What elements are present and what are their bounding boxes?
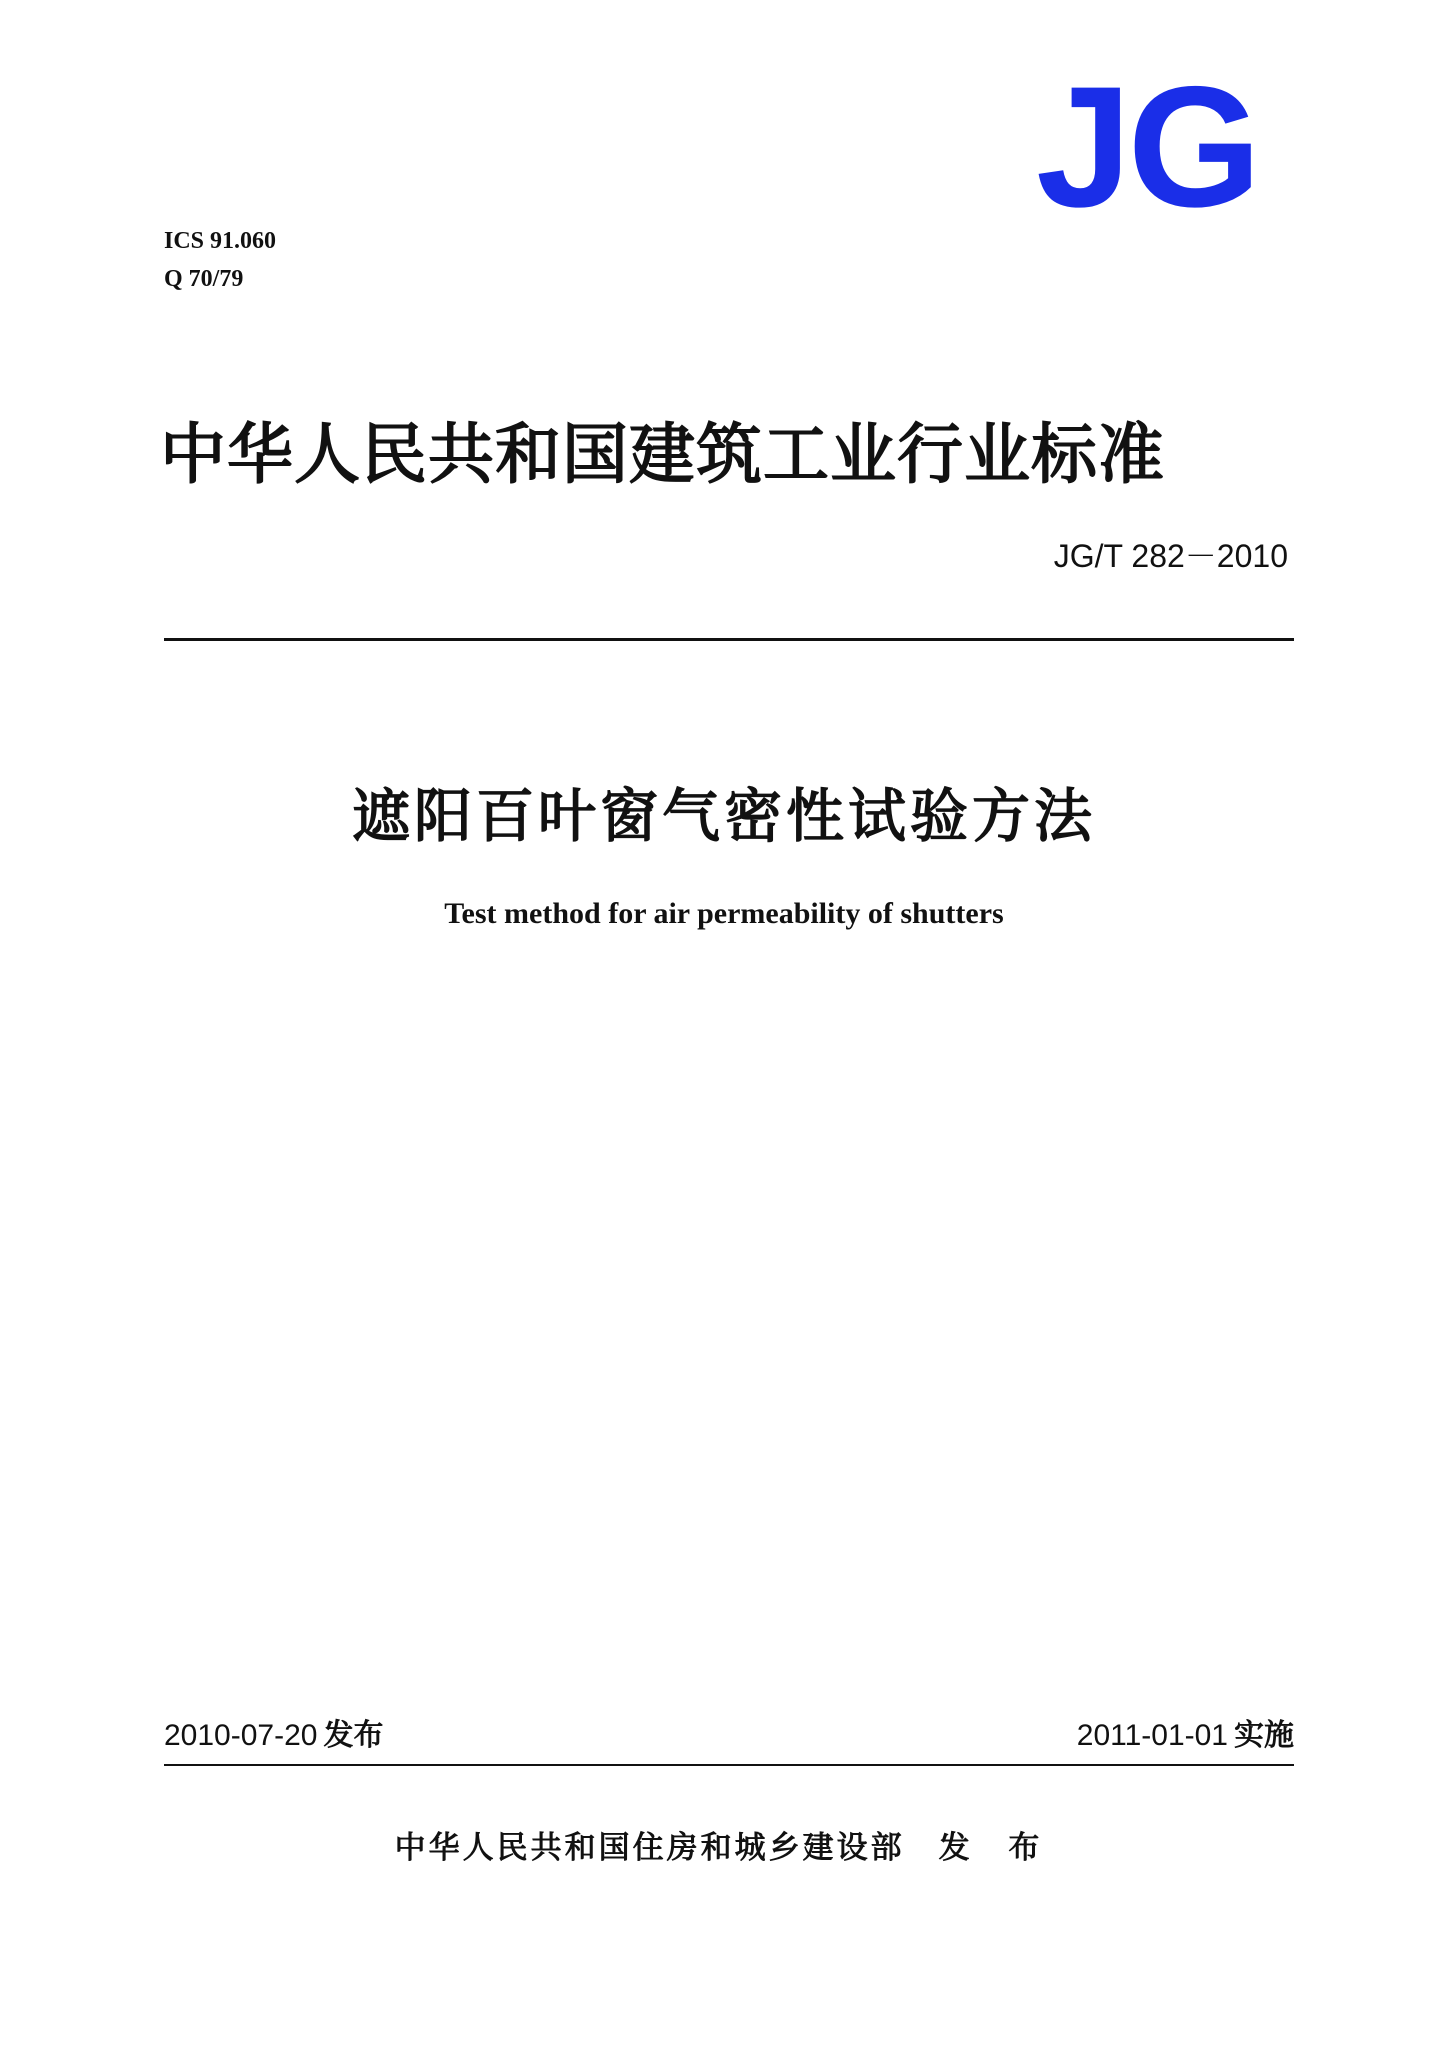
publisher-line bbox=[0, 1826, 1448, 1870]
document-title-english: Test method for air permeability of shutters bbox=[444, 897, 1004, 930]
implementation-date: 2011-01-01 bbox=[1076, 1719, 1228, 1752]
issue-date-line bbox=[164, 1716, 383, 1756]
publisher-issue-word: 发 布 bbox=[938, 1830, 1054, 1866]
org-title: 中华人民共和国建筑工业行业标准 bbox=[160, 416, 1165, 493]
header-divider bbox=[164, 638, 1294, 641]
issue-date: 2010-07-20 bbox=[164, 1719, 318, 1752]
implementation-label: 实施 bbox=[1234, 1718, 1294, 1753]
footer-divider bbox=[164, 1764, 1294, 1766]
ccs-code: Q 70/79 bbox=[164, 266, 244, 292]
implementation-date-line bbox=[1077, 1716, 1294, 1756]
standard-number: JG/T 282－2010 bbox=[1053, 538, 1288, 574]
jg-logo-text: JG bbox=[1036, 78, 1258, 216]
jg-logo bbox=[1036, 78, 1272, 216]
ics-code: ICS 91.060 bbox=[164, 228, 277, 254]
classification-codes bbox=[164, 222, 276, 298]
publisher-name: 中华人民共和国住房和城乡建设部 bbox=[394, 1830, 905, 1866]
issue-label: 发布 bbox=[323, 1718, 384, 1753]
document-title-chinese: 遮阳百叶窗气密性试验方法 bbox=[351, 782, 1096, 850]
